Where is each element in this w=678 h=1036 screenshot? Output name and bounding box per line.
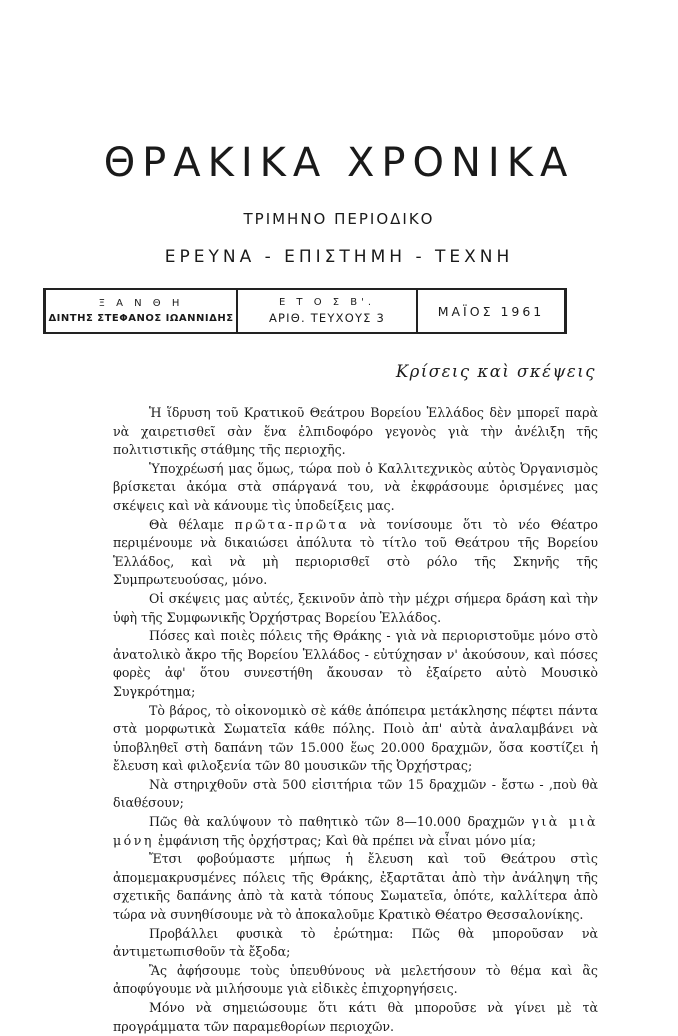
paragraph-text: Πῶς θὰ καλύψουν τὸ παθητικὸ τῶν 8—10.000 δραχμῶν xyxy=(149,814,532,830)
paragraph-text: νὰ τονίσουμε ὅτι τὸ νέο Θέατρο περιμένουμε νὰ δικαιώσει ἀπόλυτα τὸ τίτλο τοῦ Θεάτρου τῆς Βορείου Ἑλλάδος, καὶ νὰ μὴ περιορισθεῖ στὸ ρόλο τῆς Σκηνῆς τῆς Συμπρωτευούσας, μόνο. xyxy=(113,516,598,588)
city-label: Ξ Α Ν Θ Η xyxy=(98,298,184,309)
issue-cell xyxy=(238,290,418,332)
paragraph: Νὰ στηριχθοῦν στὰ 500 εἰσιτήρια τῶν 15 δραχμῶν - ἔστω - ,ποὺ θὰ διαθέσουν; xyxy=(113,776,598,811)
paragraph: Τὸ βάρος, τὸ οἰκονομικὸ σὲ κάθε ἀπόπειρα μετάκλησης πέφτει πάντα στὰ μορφωτικὰ Σωματεῖα κάθε πόλης. Ποιὸ ἀπ' αὐτὰ ἀναλαμβάνει νὰ ὑποβληθεῖ στὴ δαπάνη τῶν 15.000 ἕως 20.000 δραχμῶν, ὅσα κοστίζει ἡ ἔλευση καὶ φιλοξενία τῶν 80 μουσικῶν τῆς Ὀρχήστρας; xyxy=(113,702,598,774)
paragraph-text: Θὰ θέλαμε xyxy=(149,516,235,532)
publisher-cell xyxy=(46,290,238,332)
issue-info-bar xyxy=(43,288,567,334)
paragraph: Ἔτσι φοβούμαστε μήπως ἡ ἔλευση καὶ τοῦ Θεάτρου στὶς ἀπομεμακρυσμένες πόλεις τῆς Θράκης, ἐξαρτᾶται ἀπὸ τὴν ἀνάληψη τῆς σχετικῆς δαπάνης ἀπὸ τὰ κατὰ τόπους Σωματεῖα, ὁπότε, καλλίτερα ἀπὸ τώρα νὰ συνηθίσουμε νὰ τὸ ἀποκαλοῦμε Κρατικὸ Θέατρο Θεσσαλονίκης. xyxy=(113,851,598,923)
paragraph xyxy=(113,516,598,590)
paragraph: Πόσες καὶ ποιὲς πόλεις τῆς Θράκης - γιὰ νὰ περιοριστοῦμε μόνο στὸ ἀνατολικὸ ἄκρο τῆς Βορείου Ἑλλάδος - εὐτύχησαν ν' ἀκούσουν, καὶ πόσες φορὲς ἀφ' ὅτου συνεστήθη ἄκουσαν τὸ ἐξαίρετο αὐτὸ Μουσικὸ Συγκρότημα; xyxy=(113,628,598,699)
paragraph: Προβάλλει φυσικὰ τὸ ἐρώτημα: Πῶς θὰ μποροῦσαν νὰ ἀντιμετωπισθοῦν τὰ ἔξοδα; xyxy=(113,925,598,960)
journal-subtitle: ΤΡΙΜΗΝΟ ΠΕΡΙΟΔΙΚΟ xyxy=(243,210,435,228)
paragraph: Ἂς ἀφήσουμε τοὺς ὑπευθύνους νὰ μελετήσουν τὸ θέμα καὶ ἂς ἀποφύγουμε νὰ μιλήσουμε γιὰ εἰδικὲς ἐπιχορηγήσεις. xyxy=(113,962,598,997)
emphasis-text: γιὰ μιὰ μόνη xyxy=(113,814,598,848)
paragraph xyxy=(113,813,598,850)
paragraph: Ἡ ἵδρυση τοῦ Κρατικοῦ Θεάτρου Βορείου Ἑλλάδος δὲν μπορεῖ παρὰ νὰ χαιρετισθεῖ σὰν ἕνα ἐλπιδοφόρο γεγονὸς γιὰ τὴν ἀνέλιξη τῆς πολιτιστικῆς στάθμης τῆς περιοχῆς. xyxy=(113,405,598,458)
date-cell xyxy=(418,290,564,332)
year-label: Ε Τ Ο Σ Β'. xyxy=(278,297,376,308)
emphasis-text: πρῶτα-πρῶτα xyxy=(234,516,350,532)
journal-tagline: ΕΡΕΥΝΑ - ΕΠΙΣΤΗΜΗ - ΤΕΧΝΗ xyxy=(164,247,514,267)
paragraph: Μόνο νὰ σημειώσουμε ὅτι κάτι θὰ μποροῦσε νὰ γίνει μὲ τὰ προγράμματα τῶν παραμεθορίων περιοχῶν. xyxy=(113,1000,598,1034)
paragraph: Οἱ σκέψεις μας αὐτές, ξεκινοῦν ἀπὸ τὴν μέχρι σήμερα δράση καὶ τὴν ὑφὴ τῆς Συμφωνικῆς Ὀρχήστρας Βορείου Ἑλλάδος. xyxy=(113,590,598,625)
editor-label: ΔΙΝΤΗΣ ΣΤΕΦΑΝΟΣ ΙΩΑΝΝΙΔΗΣ xyxy=(48,313,234,324)
article-body xyxy=(113,404,598,1036)
issue-date: ΜΑΪΟΣ 1961 xyxy=(437,303,545,319)
article-title: Κρίσεις καὶ σκέψεις xyxy=(395,362,596,381)
paragraph-text: ἐμφάνιση τῆς ὀρχήστρας; Καὶ θὰ πρέπει νὰ εἶναι μόνο μία; xyxy=(153,832,536,848)
issue-number-label: ΑΡΙΘ. ΤΕΥΧΟΥΣ 3 xyxy=(268,311,386,325)
paragraph: Ὑποχρέωσή μας ὅμως, τώρα ποὺ ὁ Καλλιτεχνικὸς αὐτὸς Ὀργανισμὸς βρίσκεται ἀκόμα στὰ σπάργανά του, νὰ ἐκφράσουμε ὁρισμένες μας σκέψεις καὶ νὰ κάνουμε τὶς ὑποδείξεις μας. xyxy=(113,460,598,513)
journal-title: ΘΡΑΚΙΚΑ ΧΡΟΝΙΚΑ xyxy=(103,140,575,186)
